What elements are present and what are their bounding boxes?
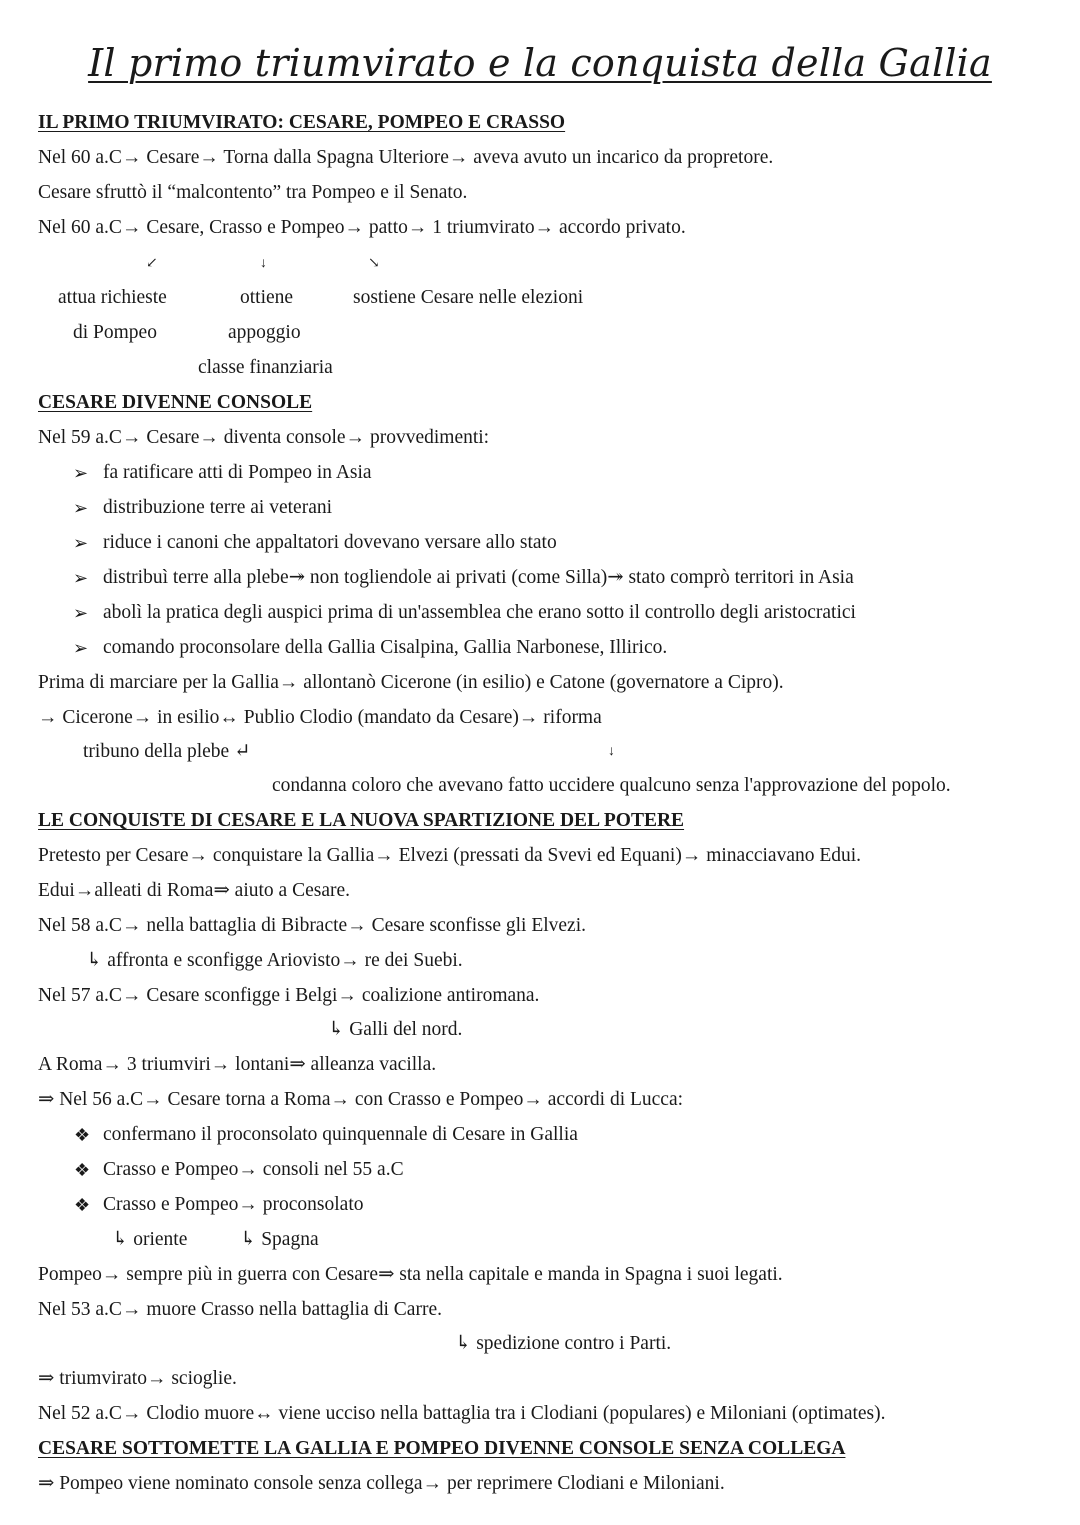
diamond-bullet-icon: ❖ bbox=[74, 1160, 91, 1180]
diamond-bullet-icon: ❖ bbox=[74, 1195, 91, 1215]
list-item: distribuì terre alla plebe↠ non togliendole ai privati (come Silla)↠ stato comprò territori in Asia bbox=[103, 567, 854, 588]
arrow-down-icon: ↓ bbox=[608, 744, 615, 759]
text-line: Pretesto per Cesare→ conquistare la Gallia→ Elvezi (pressati da Svevi ed Equani)→ minacciavano Edui. bbox=[38, 845, 862, 866]
text-line: Cesare sfruttò il “malcontento” tra Pompeo e il Senato. bbox=[38, 182, 468, 203]
text-line: Nel 52 a.C→ Clodio muore↔ viene ucciso nella battaglia tra i Clodiani (populares) e Miloniani (optimates). bbox=[38, 1403, 886, 1424]
text-line: Nel 53 a.C→ muore Crasso nella battaglia di Carre. bbox=[38, 1299, 442, 1320]
list-item: comando proconsolare della Gallia Cisalpina, Gallia Narbonese, Illirico. bbox=[103, 637, 668, 658]
branch-text: sostiene Cesare nelle elezioni bbox=[353, 287, 584, 308]
list-item: confermano il proconsolato quinquennale di Cesare in Gallia bbox=[103, 1124, 578, 1145]
arrow-down-icon: ↓ bbox=[260, 256, 267, 271]
section-heading-gallia: CESARE SOTTOMETTE LA GALLIA E POMPEO DIVENNE CONSOLE SENZA COLLEGA bbox=[38, 1438, 846, 1459]
text-line: condanna coloro che avevano fatto uccidere qualcuno senza l'approvazione del popolo. bbox=[272, 775, 951, 796]
list-item: fa ratificare atti di Pompeo in Asia bbox=[103, 462, 372, 483]
text-line: Prima di marciare per la Gallia→ allontanò Cicerone (in esilio) e Catone (governatore a Cipro). bbox=[38, 672, 784, 693]
arrow-bullet-icon: ➢ bbox=[73, 498, 89, 518]
text-line: ↳ oriente bbox=[112, 1229, 188, 1250]
diamond-bullet-icon: ❖ bbox=[74, 1125, 91, 1145]
text-line: ↳ spedizione contro i Parti. bbox=[455, 1333, 672, 1354]
arrow-bullet-icon: ➢ bbox=[73, 533, 89, 553]
list-item: Crasso e Pompeo→ proconsolato bbox=[103, 1194, 364, 1215]
list-item: riduce i canoni che appaltatori dovevano versare allo stato bbox=[103, 532, 557, 553]
text-line: tribuno della plebe ↵ bbox=[83, 741, 251, 762]
text-line: ↳ Galli del nord. bbox=[328, 1019, 463, 1040]
section-heading-conquiste: LE CONQUISTE DI CESARE E LA NUOVA SPARTIZIONE DEL POTERE bbox=[38, 810, 685, 831]
branch-text: appoggio bbox=[228, 322, 301, 343]
branch-text: di Pompeo bbox=[73, 322, 157, 343]
branch-text: ottiene bbox=[240, 287, 294, 308]
text-line: Nel 60 a.C→ Cesare→ Torna dalla Spagna Ulteriore→ aveva avuto un incarico da propretore. bbox=[38, 147, 774, 168]
branch-text: classe finanziaria bbox=[198, 357, 333, 378]
section-heading-console: CESARE DIVENNE CONSOLE bbox=[38, 392, 313, 413]
section-heading-triumvirato: IL PRIMO TRIUMVIRATO: CESARE, POMPEO E CRASSO bbox=[38, 112, 566, 133]
text-line: ↳ affronta e sconfigge Ariovisto→ re dei Suebi. bbox=[86, 950, 463, 971]
arrow-down-right-icon: ↘ bbox=[368, 256, 380, 271]
text-line: Nel 57 a.C→ Cesare sconfigge i Belgi→ coalizione antiromana. bbox=[38, 985, 540, 1006]
arrow-bullet-icon: ➢ bbox=[73, 463, 89, 483]
text-line: → Cicerone→ in esilio↔ Publio Clodio (mandato da Cesare)→ riforma bbox=[38, 707, 602, 728]
list-item: distribuzione terre ai veterani bbox=[103, 497, 333, 518]
text-line: ↳ Spagna bbox=[240, 1229, 319, 1250]
page-title: Il primo triumvirato e la conquista della Gallia bbox=[88, 41, 992, 85]
text-line: Nel 59 a.C→ Cesare→ diventa console→ provvedimenti: bbox=[38, 427, 490, 448]
arrow-down-left-icon: ↙ bbox=[146, 256, 158, 271]
text-line: A Roma→ 3 triumviri→ lontani⇒ alleanza vacilla. bbox=[38, 1054, 437, 1075]
arrow-bullet-icon: ➢ bbox=[73, 603, 89, 623]
text-line: Edui→alleati di Roma⇒ aiuto a Cesare. bbox=[38, 880, 350, 901]
arrow-bullet-icon: ➢ bbox=[73, 568, 89, 588]
branch-text: attua richieste bbox=[58, 287, 167, 308]
text-line: ⇒ Nel 56 a.C→ Cesare torna a Roma→ con Crasso e Pompeo→ accordi di Lucca: bbox=[38, 1089, 684, 1110]
text-line: Nel 60 a.C→ Cesare, Crasso e Pompeo→ patto→ 1 triumvirato→ accordo privato. bbox=[38, 217, 686, 238]
text-line: Pompeo→ sempre più in guerra con Cesare⇒ sta nella capitale e manda in Spagna i suoi legati. bbox=[38, 1264, 783, 1285]
text-line: ⇒ Pompeo viene nominato console senza collega→ per reprimere Clodiani e Miloniani. bbox=[38, 1473, 725, 1494]
list-item: Crasso e Pompeo→ consoli nel 55 a.C bbox=[103, 1159, 404, 1180]
text-line: ⇒ triumvirato→ scioglie. bbox=[38, 1368, 237, 1389]
arrow-bullet-icon: ➢ bbox=[73, 638, 89, 658]
text-line: Nel 58 a.C→ nella battaglia di Bibracte→ Cesare sconfisse gli Elvezi. bbox=[38, 915, 586, 936]
list-item: abolì la pratica degli auspici prima di un'assemblea che erano sotto il controllo degli aristocratici bbox=[103, 602, 856, 623]
